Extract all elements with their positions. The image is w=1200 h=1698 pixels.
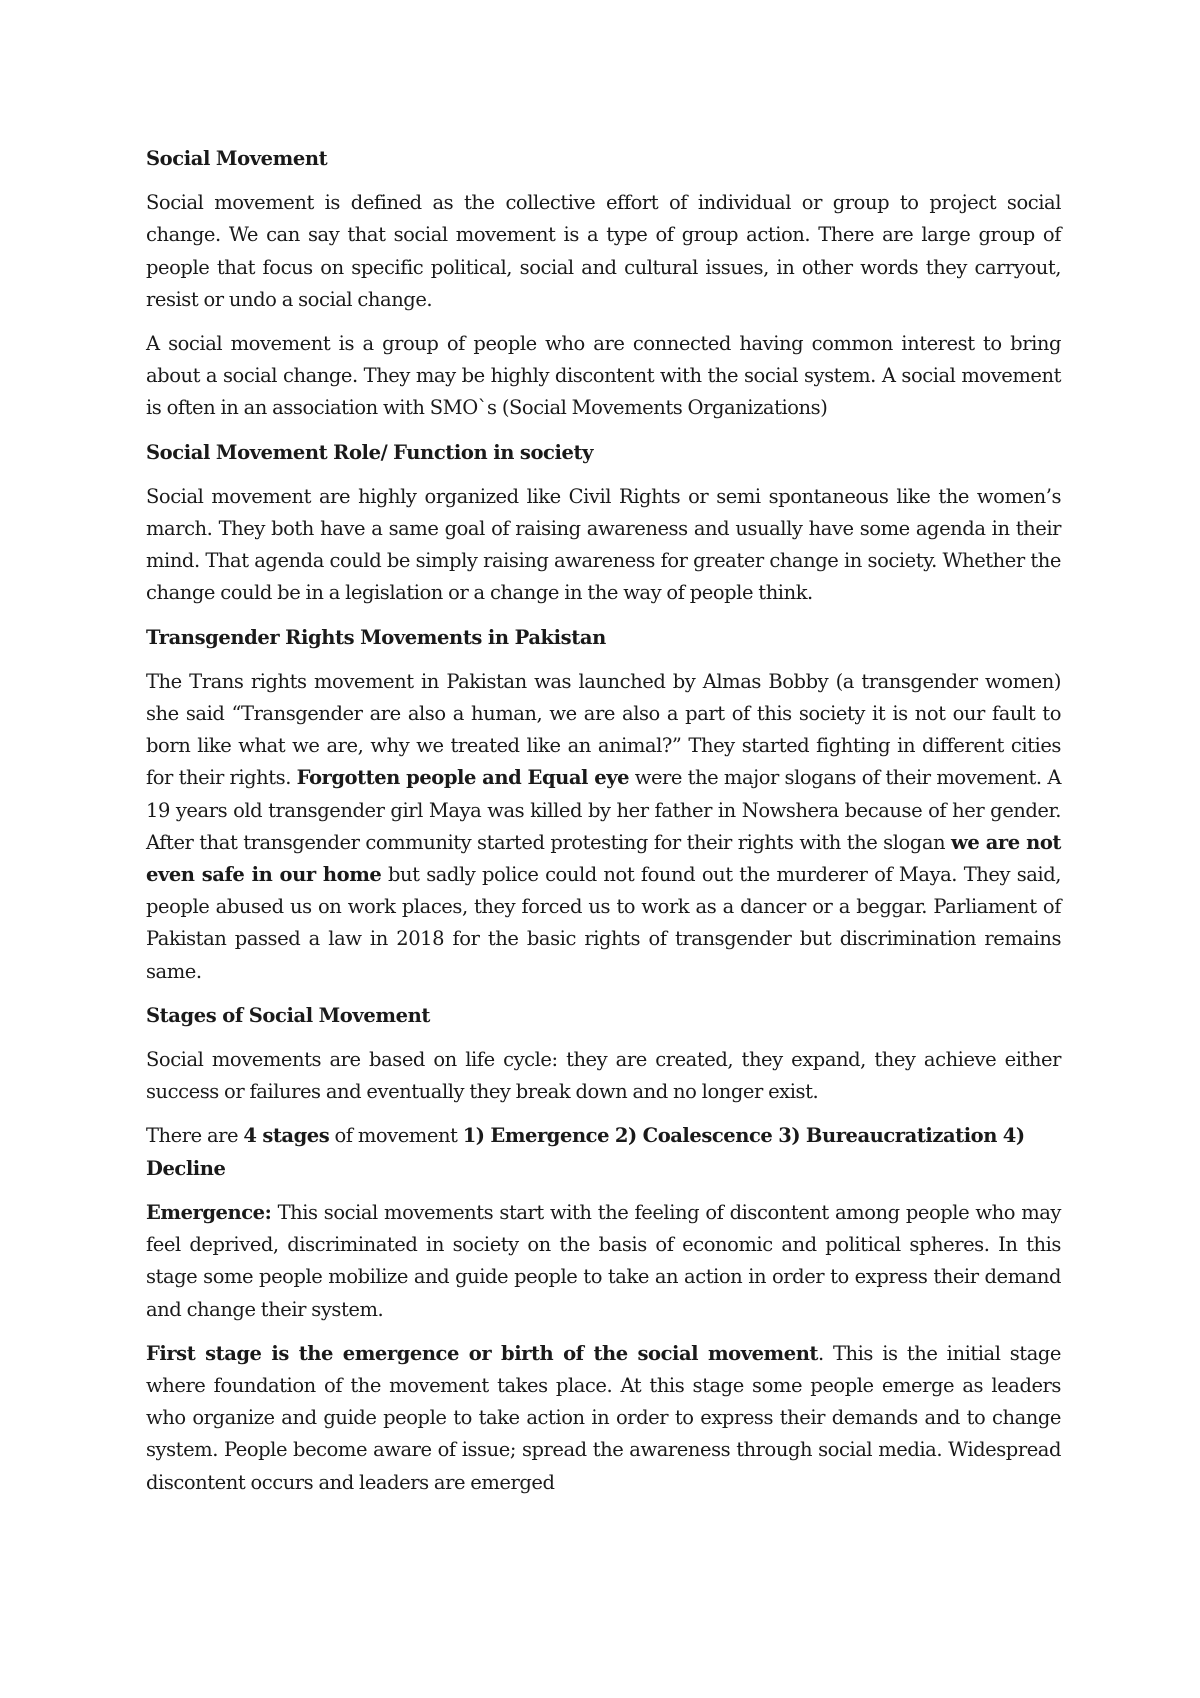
paragraph-role-function: Social movement are highly organized like Civil Rights or semi spontaneous like the women’s march. They both have a same goal of raising awareness and usually have some agenda in their mind. That agenda could be simply raising awareness for greater change in society. Whether the change could be in a legislation or a change in the way of people think. [146,484,1061,605]
paragraph-group-of-people: A social movement is a group of people who are connected having common interest to bring about a social change. They may be highly discontent with the social system. A social movement is often in an association with SMO`s (Social Movements Organizations) [146,332,1061,420]
heading-stages: Stages of Social Movement [146,1003,430,1027]
document-body [146,143,1061,1511]
bold-stage-list: 1) Emergence 2) Coalescence 3) Bureaucratization 4) Decline [146,1124,1025,1180]
heading-role-function: Social Movement Role/ Function in society [146,440,594,464]
paragraph-life-cycle: Social movements are based on life cycle: they are created, they expand, they achieve either success or failures and eventually they break down and no longer exist. [146,1048,1061,1104]
bold-emergence-label: Emergence: [146,1200,272,1224]
bold-slogans: Forgotten people and Equal eye [296,766,630,790]
text-run: There are [146,1124,244,1148]
heading-transgender-rights: Transgender Rights Movements in Pakistan [146,625,606,649]
bold-first-stage: First stage is the emergence or birth of the social movement [146,1341,818,1365]
paragraph-first-stage [146,1338,1061,1499]
text-run: but sadly police could not found out the murderer of Maya. They said, people abused us on work places, they forced us to work as a dancer or a beggar. Parliament of Pakistan passed a law in 2018 for the basic rights of transgender but discrimination remains same. [146,863,1061,983]
paragraph-definition: Social movement is defined as the collective effort of individual or group to project social change. We can say that social movement is a type of group action. There are large group of people that focus on specific political, social and cultural issues, in other words they carryout, resist or undo a social change. [146,191,1061,311]
text-run: The Trans rights movement in Pakistan was launched by Almas Bobby (a transgender women) she said “Transgender are also a human, we are also a part of this society it is not our fault to born like what we are, why we treated like an animal?” They started fighting in different cities for their rights. [146,669,1061,790]
text-run: . This is the initial stage where foundation of the movement takes place. At this stage some people emerge as leaders who organize and guide people to take action in order to express their demands and to change system. People become aware of issue; spread the awareness through social media. Widespread discontent occurs and leaders are emerged [146,1341,1061,1494]
heading-social-movement: Social Movement [146,147,328,170]
paragraph-transgender-rights [146,666,1061,988]
text-run: were the major slogans of their movement. A 19 years old transgender girl Maya was killed by her father in Nowshera because of her gender. After that transgender community started protesting for their rights with the slogan [146,766,1061,854]
text-run: of movement [329,1124,463,1148]
text-run: This social movements start with the feeling of discontent among people who may feel deprived, discriminated in society on the basis of economic and political spheres. In this stage some people mobilize and guide people to take an action in order to express their demand and change their system. [146,1200,1061,1321]
bold-slogan-home: we are not even safe in our home [146,830,1061,887]
paragraph-emergence [146,1197,1061,1326]
bold-four-stages: 4 stages [243,1124,330,1148]
paragraph-four-stages [146,1120,1061,1184]
